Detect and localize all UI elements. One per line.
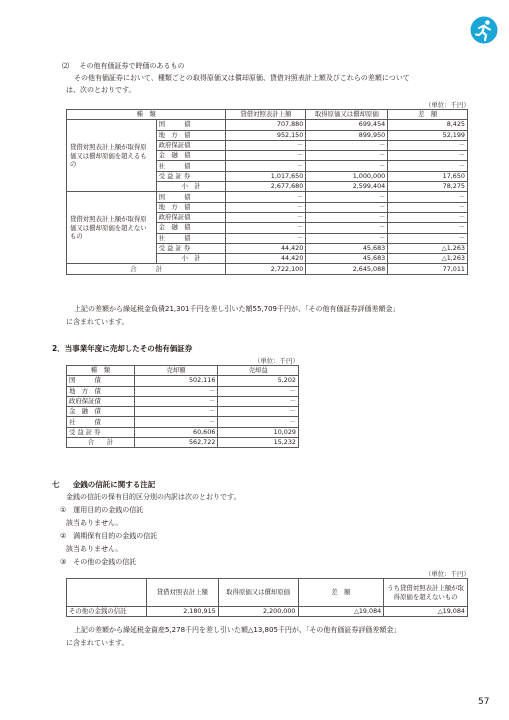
header-amount: 売却額 bbox=[134, 366, 218, 376]
cell-bs: 952,150 bbox=[226, 130, 306, 140]
cell-bs: － bbox=[226, 212, 306, 222]
section3-number: 七 bbox=[52, 480, 60, 489]
cell-diff: － bbox=[388, 161, 468, 171]
header-empty bbox=[67, 579, 147, 607]
header-type: 種 類 bbox=[67, 366, 135, 376]
group1-label: 貸借対照表計上額が取得原価又は償却原価を超えるもの bbox=[67, 120, 157, 192]
cell-diff: △1,263 bbox=[388, 243, 468, 253]
section1-title: その他有価証券で時価のあるもの bbox=[79, 62, 185, 70]
section3-note-line2: に含まれています。 bbox=[66, 639, 129, 647]
cell-diff: － bbox=[388, 192, 468, 202]
table-header-row bbox=[67, 110, 468, 120]
group2-label: 貸借対照表計上額が取得原価又は償却原価を超えないもの bbox=[67, 192, 157, 264]
row-name: 受益証券 bbox=[67, 427, 135, 437]
cell-cost: 2,645,088 bbox=[306, 264, 388, 274]
cell-bs: － bbox=[226, 140, 306, 150]
section3-item3: ③ その他の金銭の信託 bbox=[60, 558, 137, 566]
cell-bs: 1,017,650 bbox=[226, 171, 306, 181]
table-row bbox=[67, 386, 299, 396]
section1-paragraph-line1: その他有価証券において、種類ごとの取得原価又は償却原価、貸借対照表計上額及びこれらの差額について bbox=[74, 74, 410, 82]
section1-heading bbox=[62, 62, 184, 71]
row-name: 社 債 bbox=[156, 233, 226, 243]
section3-heading bbox=[52, 480, 155, 490]
cell-cost: 699,454 bbox=[306, 120, 388, 130]
cell-bs: － bbox=[226, 233, 306, 243]
row-name: 地 方 債 bbox=[67, 386, 135, 396]
table-row bbox=[67, 192, 468, 202]
cell-cost: － bbox=[306, 223, 388, 233]
cell-diff: △1,263 bbox=[388, 254, 468, 264]
runner-circle-icon bbox=[470, 16, 498, 44]
row-name: その他の金銭の信託 bbox=[67, 607, 147, 617]
cell-cost: － bbox=[306, 233, 388, 243]
page-number: 57 bbox=[478, 697, 490, 707]
section3-title: 金銭の信託に関する注記 bbox=[72, 480, 156, 489]
table-row bbox=[67, 376, 299, 386]
cell-diff: － bbox=[388, 233, 468, 243]
cell-diff: △19,084 bbox=[298, 607, 384, 617]
cell-gain: 10,029 bbox=[218, 427, 299, 437]
cell-bs: － bbox=[226, 223, 306, 233]
cell-gain: － bbox=[218, 417, 299, 427]
row-name: 地 方 債 bbox=[156, 130, 226, 140]
table-row bbox=[67, 417, 299, 427]
header-diff: 差 額 bbox=[298, 579, 384, 607]
cell-diff: － bbox=[388, 212, 468, 222]
total-label: 合 計 bbox=[67, 264, 226, 274]
cell-amount: － bbox=[134, 386, 218, 396]
row-name: 金 融 債 bbox=[156, 223, 226, 233]
row-name: 小 計 bbox=[156, 254, 226, 264]
row-name: 社 債 bbox=[67, 417, 135, 427]
cell-amount: 60,606 bbox=[134, 427, 218, 437]
cell-diff: 78,275 bbox=[388, 182, 468, 192]
sold-securities-table bbox=[66, 365, 299, 448]
table-row bbox=[67, 607, 468, 617]
cell-diff: － bbox=[388, 140, 468, 150]
table-row bbox=[67, 407, 299, 417]
cell-cost: 45,683 bbox=[306, 254, 388, 264]
cell-bs: 2,722,100 bbox=[226, 264, 306, 274]
cell-bs: 2,180,915 bbox=[146, 607, 218, 617]
cell-sub: △19,084 bbox=[384, 607, 468, 617]
total-row bbox=[67, 438, 299, 448]
cell-diff: 77,011 bbox=[388, 264, 468, 274]
header-bs-amount: 貸借対照表計上額 bbox=[226, 110, 306, 120]
securities-table bbox=[66, 109, 468, 275]
cell-diff: 8,425 bbox=[388, 120, 468, 130]
table-row bbox=[67, 120, 468, 130]
cell-bs: － bbox=[226, 161, 306, 171]
row-name: 小 計 bbox=[156, 182, 226, 192]
row-name: 国 債 bbox=[156, 192, 226, 202]
cell-cost: － bbox=[306, 161, 388, 171]
row-name: 政府保証債 bbox=[67, 396, 135, 406]
cell-bs: 44,420 bbox=[226, 243, 306, 253]
row-name: 合 計 bbox=[67, 438, 135, 448]
cell-amount: － bbox=[134, 417, 218, 427]
header-sub: うち貸借対照表計上額が取得原価を超えないもの bbox=[384, 579, 468, 607]
row-name: 国 債 bbox=[67, 376, 135, 386]
cell-diff: － bbox=[388, 151, 468, 161]
section1-unit: （単位：千円） bbox=[425, 101, 470, 109]
cell-gain: － bbox=[218, 407, 299, 417]
header-type: 種 類 bbox=[67, 110, 226, 120]
cell-diff: － bbox=[388, 223, 468, 233]
row-name: 受益証券 bbox=[156, 243, 226, 253]
section2-title: 2．当事業年度に売却したその他有価証券 bbox=[52, 344, 193, 353]
cell-gain: － bbox=[218, 396, 299, 406]
cell-cost: － bbox=[306, 140, 388, 150]
section3-item1: ① 運用目的の金銭の信託 bbox=[60, 506, 144, 514]
row-name: 地 方 債 bbox=[156, 202, 226, 212]
cell-amount: 502,116 bbox=[134, 376, 218, 386]
row-name: 金 融 債 bbox=[67, 407, 135, 417]
cell-cost: 2,599,404 bbox=[306, 182, 388, 192]
cell-gain: － bbox=[218, 386, 299, 396]
cell-cost: 1,000,000 bbox=[306, 171, 388, 181]
header-cost: 取得原価又は償却原価 bbox=[218, 579, 298, 607]
row-name: 政府保証債 bbox=[156, 140, 226, 150]
section3-intro: 金銭の信託の保有目的区分別の内訳は次のとおりです。 bbox=[66, 493, 241, 501]
cell-cost: － bbox=[306, 202, 388, 212]
section3-item2-note: 該当ありません。 bbox=[66, 545, 123, 553]
table-row bbox=[67, 396, 299, 406]
cell-amount: － bbox=[134, 396, 218, 406]
cell-bs: 707,880 bbox=[226, 120, 306, 130]
cell-amount: 562,722 bbox=[134, 438, 218, 448]
section1-note-line1: 上記の差額から繰延税金負債21,301千円を差し引いた額55,709千円が、「その他有価証券評価差額金」 bbox=[74, 305, 400, 313]
cell-bs: 2,677,680 bbox=[226, 182, 306, 192]
section1-note-line2: に含まれています。 bbox=[66, 318, 129, 326]
cell-gain: 5,202 bbox=[218, 376, 299, 386]
row-name: 政府保証債 bbox=[156, 212, 226, 222]
cell-bs: － bbox=[226, 192, 306, 202]
row-name: 社 債 bbox=[156, 161, 226, 171]
row-name: 金 融 債 bbox=[156, 151, 226, 161]
section2-unit: （単位：千円） bbox=[254, 357, 299, 365]
header-cost: 取得原価又は償却原価 bbox=[306, 110, 388, 120]
cell-amount: － bbox=[134, 407, 218, 417]
header-diff: 差 額 bbox=[388, 110, 468, 120]
cell-cost: － bbox=[306, 212, 388, 222]
section1-paragraph-line2: は、次のとおりです。 bbox=[66, 86, 136, 94]
cell-diff: － bbox=[388, 202, 468, 212]
cell-diff: 52,199 bbox=[388, 130, 468, 140]
cell-cost: － bbox=[306, 192, 388, 202]
cell-bs: 44,420 bbox=[226, 254, 306, 264]
section3-item2: ② 満期保有目的の金銭の信託 bbox=[60, 532, 158, 540]
cell-gain: 15,232 bbox=[218, 438, 299, 448]
section1-number: ⑵ bbox=[62, 62, 69, 70]
row-name: 受益証券 bbox=[156, 171, 226, 181]
section3-item1-note: 該当ありません。 bbox=[66, 519, 123, 527]
total-row bbox=[67, 264, 468, 274]
cell-cost: － bbox=[306, 151, 388, 161]
money-trust-table bbox=[66, 578, 468, 617]
cell-cost: 45,683 bbox=[306, 243, 388, 253]
header-bs-amount: 貸借対照表計上額 bbox=[146, 579, 218, 607]
section3-note-line1: 上記の差額から繰延税金資産5,278千円を差し引いた額△13,805千円が、「その他有価証券評価差額金」 bbox=[74, 626, 401, 634]
section3-unit: （単位：千円） bbox=[425, 570, 470, 578]
cell-bs: － bbox=[226, 151, 306, 161]
cell-bs: － bbox=[226, 202, 306, 212]
table-header-row bbox=[67, 579, 468, 607]
cell-diff: 17,650 bbox=[388, 171, 468, 181]
header-gain: 売却益 bbox=[218, 366, 299, 376]
row-name: 国 債 bbox=[156, 120, 226, 130]
table-row bbox=[67, 427, 299, 437]
cell-cost: 899,950 bbox=[306, 130, 388, 140]
cell-cost: 2,200,000 bbox=[218, 607, 298, 617]
table-header-row bbox=[67, 366, 299, 376]
